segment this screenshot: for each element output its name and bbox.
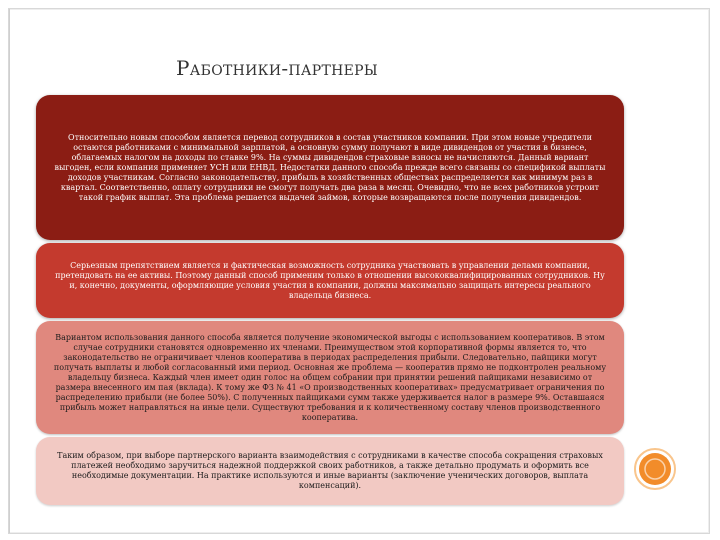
- text-block-3: [36, 321, 624, 434]
- slide-title: Работники-партнеры: [176, 56, 378, 80]
- text-block-4: [36, 437, 624, 505]
- text-block-3-text: Вариантом использования данного способа является получение экономической выгоды с использованием кооперативов. В этом случае сотрудники становятся одновременно их членами. Преимуществом этой корпоративной формы является то, что законодательство не ограничивает членов кооператива в периодах распределения прибыли. Следовательно, пайщики могут получать выплаты и любой согласованный ими период. Основная же проблема — кооператив прямо не подконтролен реальному владельцу бизнеса. Каждый член имеет один голос на общем собрании при принятии решений пайщиками независимо от размера внесенного им пая (вклада). К тому же ФЗ № 41 «О производственных кооперативах» предусматривает ограничения по распределению прибыли (не более 50%). С полученных пайщиками сумм также удерживается налог в размере 9%. Оставшаяся прибыль может направляться на иные цели. Существуют требования и к количественному составу членов производственного кооператива.: [53, 332, 607, 422]
- slide-left-rule: [9, 9, 10, 533]
- text-block-2: [36, 243, 624, 318]
- text-block-4-text: Таким образом, при выборе партнерского варианта взаимодействия с сотрудниками в качестве способа сокращения страховых платежей необходимо заручиться надежной поддержкой своих работников, а также детально продумать и оформить все необходимые документации. На практике используются и иные варианты (заключение ученических договоров, выплата компенсаций).: [57, 451, 603, 490]
- decorative-circle-icon: [633, 447, 677, 491]
- text-block-2-text: Серьезным препятствием является и фактическая возможность сотрудника участвовать в управлении делами компании, претендовать на ее активы. Поэтому данный способ применим только в отношении высококвалифицированных сотрудников. Ну и, конечно, документы, оформляющие условия участия в компании, должны максимально защищать интересы реального владельца бизнеса.: [55, 260, 605, 300]
- text-block-1: [36, 95, 624, 240]
- text-block-1-text: Относительно новым способом является перевод сотрудников в состав участников компании. При этом новые учредители остаются работниками с минимальной зарплатой, а основную сумму получают в виде дивидендов от участия в бизнесе, облагаемых налогом на доходы по ставке 9%. На суммы дивидендов страховые взносы не начисляются. Данный вариант выгоден, если компания применяет УСН или ЕНВД. Недостатки данного способа прежде всего связаны со спецификой выплаты доходов участникам. Согласно законодательству, прибыль в хозяйственных обществах распределяется как минимум раз в квартал. Соответственно, оплату сотрудники не смогут получать два раза в месяц. Очевидно, что не всех работников устроит такой график выплат. Эта проблема решается выдачей займов, которые возвращаются после получения дивидендов.: [54, 132, 606, 202]
